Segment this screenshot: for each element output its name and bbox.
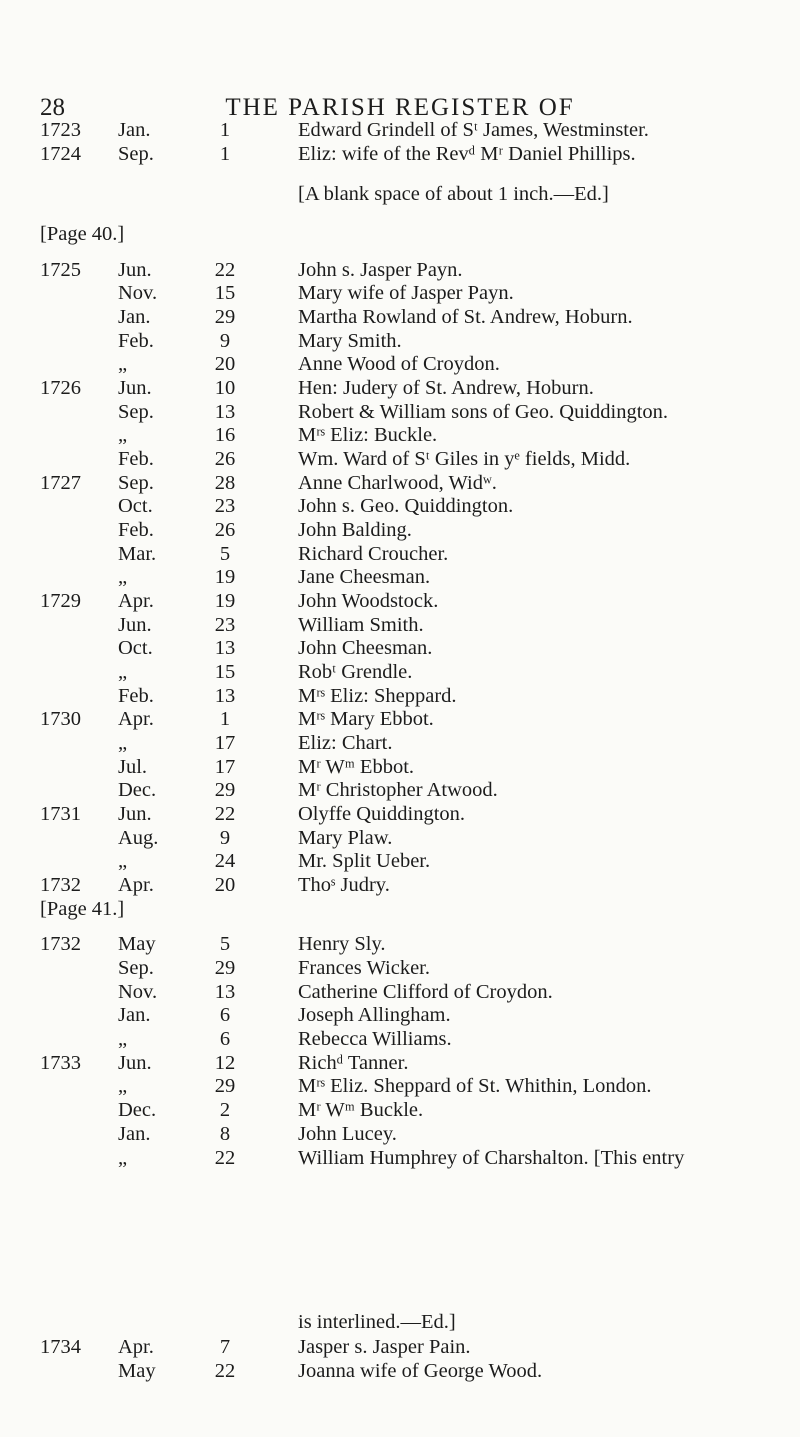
register-row	[0, 613, 800, 637]
register-row	[0, 802, 800, 826]
entry-name: John s. Jasper Payn.	[298, 259, 463, 281]
entry-day: 1	[219, 708, 231, 730]
register-row	[0, 980, 800, 1004]
entry-name: Eliz: Chart.	[298, 732, 393, 754]
entry-day: 9	[219, 827, 231, 849]
register-row	[0, 305, 800, 329]
entry-name: Hen: Judery of St. Andrew, Hoburn.	[298, 377, 594, 399]
entry-year: 1729	[40, 590, 81, 612]
entry-name: Catherine Clifford of Croydon.	[298, 981, 553, 1003]
entry-name: Mʳˢ Eliz: Sheppard.	[298, 685, 457, 707]
entry-day: 20	[214, 874, 236, 896]
register-row	[0, 142, 800, 166]
register-row	[0, 1335, 800, 1359]
register-row	[0, 376, 800, 400]
register-row	[0, 660, 800, 684]
entry-year: 1732	[40, 933, 81, 955]
entry-name: Thoˢ Judry.	[298, 874, 390, 896]
entry-name: Anne Charlwood, Widʷ.	[298, 472, 497, 494]
entry-month: Jun.	[118, 614, 152, 636]
entry-month: Feb.	[118, 330, 154, 352]
entry-month: Feb.	[118, 448, 154, 470]
register-row	[0, 1146, 800, 1170]
entry-name: Mary Smith.	[298, 330, 402, 352]
entry-month: Feb.	[118, 519, 154, 541]
entry-day: 15	[214, 661, 236, 683]
entry-day: 13	[214, 685, 236, 707]
entry-day: 23	[214, 614, 236, 636]
entry-name: Robert & William sons of Geo. Quiddington.	[298, 401, 669, 423]
register-row	[0, 423, 800, 447]
entry-name: William Smith.	[298, 614, 424, 636]
entry-name: Mʳ Wᵐ Buckle.	[298, 1099, 424, 1121]
entry-day: 1	[219, 119, 231, 141]
entry-day: 26	[214, 448, 236, 470]
editorial-note: [A blank space of about 1 inch.—Ed.]	[298, 183, 609, 205]
register-row	[0, 826, 800, 850]
entry-day: 6	[219, 1028, 231, 1050]
entry-day: 22	[214, 1360, 236, 1382]
entry-name: Wm. Ward of Sᵗ Giles in yᵉ fields, Midd.	[298, 448, 631, 470]
entry-month: „	[118, 424, 128, 446]
entry-name: Eliz: wife of the Revᵈ Mʳ Daniel Phillips.	[298, 143, 636, 165]
entry-month: Jun.	[118, 1052, 152, 1074]
entry-day: 8	[219, 1123, 231, 1145]
entry-day: 19	[214, 566, 236, 588]
register-row	[0, 755, 800, 779]
entry-year: 1727	[40, 472, 81, 494]
entry-name: Mʳˢ Mary Ebbot.	[298, 708, 434, 730]
entry-name: Edward Grindell of Sᵗ James, Westminster.	[298, 119, 649, 141]
register-row	[0, 778, 800, 802]
entry-month: Oct.	[118, 495, 153, 517]
entry-month: Jan.	[118, 306, 151, 328]
register-row	[0, 1122, 800, 1146]
register-row	[0, 400, 800, 424]
register-row	[0, 352, 800, 376]
entry-month: „	[118, 732, 128, 754]
entry-name: John s. Geo. Quiddington.	[298, 495, 514, 517]
register-row	[0, 518, 800, 542]
entry-month: Jan.	[118, 1004, 151, 1026]
entry-name: Frances Wicker.	[298, 957, 430, 979]
entry-month: Jun.	[118, 377, 152, 399]
entry-year: 1723	[40, 119, 81, 141]
register-row	[0, 1027, 800, 1051]
entry-month: Nov.	[118, 282, 158, 304]
entry-year: 1726	[40, 377, 81, 399]
entry-name: Rebecca Williams.	[298, 1028, 452, 1050]
register-row	[0, 684, 800, 708]
entry-day: 22	[214, 1147, 236, 1169]
entry-month: Feb.	[118, 685, 154, 707]
entry-name: Mʳ Wᵐ Ebbot.	[298, 756, 415, 778]
register-row	[0, 281, 800, 305]
entry-day: 28	[214, 472, 236, 494]
entry-month: Apr.	[118, 708, 154, 730]
entry-month: Aug.	[118, 827, 159, 849]
register-row	[0, 849, 800, 873]
entry-year: 1725	[40, 259, 81, 281]
entry-month: „	[118, 1075, 128, 1097]
entry-month: Jun.	[118, 259, 152, 281]
entry-name: Joseph Allingham.	[298, 1004, 451, 1026]
register-row	[0, 565, 800, 589]
entry-day: 29	[214, 957, 236, 979]
entry-month: Sep.	[118, 957, 154, 979]
entry-day: 29	[214, 306, 236, 328]
entry-name: Jasper s. Jasper Pain.	[298, 1336, 471, 1358]
entry-name: Martha Rowland of St. Andrew, Hoburn.	[298, 306, 633, 328]
entry-name: Mary Plaw.	[298, 827, 393, 849]
entry-day: 5	[219, 933, 231, 955]
entry-day: 7	[219, 1336, 231, 1358]
register-row	[0, 1074, 800, 1098]
entry-month: Sep.	[118, 401, 154, 423]
entry-day: 29	[214, 1075, 236, 1097]
register-row	[0, 956, 800, 980]
entry-day: 19	[214, 590, 236, 612]
entry-day: 22	[214, 259, 236, 281]
entry-name: Anne Wood of Croydon.	[298, 353, 500, 375]
entry-month: Mar.	[118, 543, 157, 565]
register-row	[0, 542, 800, 566]
entry-day: 6	[219, 1004, 231, 1026]
page-label-41: [Page 41.]	[40, 898, 125, 920]
running-title: THE PARISH REGISTER OF	[225, 94, 575, 121]
register-row	[0, 636, 800, 660]
entry-year: 1731	[40, 803, 81, 825]
entry-month: „	[118, 566, 128, 588]
entry-month: „	[118, 353, 128, 375]
entry-day: 17	[214, 732, 236, 754]
register-row	[0, 1003, 800, 1027]
entry-name: Olyffe Quiddington.	[298, 803, 466, 825]
entry-day: 13	[214, 401, 236, 423]
entry-month: Apr.	[118, 590, 154, 612]
register-row	[0, 1359, 800, 1383]
entry-day: 1	[219, 143, 231, 165]
entry-month: „	[118, 850, 128, 872]
entry-day: 2	[219, 1099, 231, 1121]
register-row	[0, 471, 800, 495]
entry-day: 23	[214, 495, 236, 517]
entry-name: Henry Sly.	[298, 933, 386, 955]
entry-month: Dec.	[118, 1099, 157, 1121]
entry-day: 29	[214, 779, 236, 801]
register-row	[0, 707, 800, 731]
entry-month: Oct.	[118, 637, 153, 659]
entry-name: Mʳ Christopher Atwood.	[298, 779, 498, 801]
entry-month: Jan.	[118, 1123, 151, 1145]
entry-month: „	[118, 1147, 128, 1169]
entry-name: John Woodstock.	[298, 590, 439, 612]
entry-name: Joanna wife of George Wood.	[298, 1360, 543, 1382]
entry-day: 26	[214, 519, 236, 541]
entry-name: Richᵈ Tanner.	[298, 1052, 409, 1074]
entry-day: 22	[214, 803, 236, 825]
register-row	[0, 1098, 800, 1122]
entry-day: 10	[214, 377, 236, 399]
register-row	[0, 873, 800, 897]
entry-month: May	[118, 933, 156, 955]
entry-continuation: is interlined.—Ed.]	[298, 1311, 456, 1333]
entry-day: 16	[214, 424, 236, 446]
register-row	[0, 258, 800, 282]
entry-name: Mʳˢ Eliz: Buckle.	[298, 424, 438, 446]
entry-name: Jane Cheesman.	[298, 566, 431, 588]
entry-day: 13	[214, 637, 236, 659]
entry-day: 5	[219, 543, 231, 565]
entry-name: Mary wife of Jasper Payn.	[298, 282, 514, 304]
entry-year: 1724	[40, 143, 81, 165]
entry-month: „	[118, 1028, 128, 1050]
register-row	[0, 447, 800, 471]
entry-day: 20	[214, 353, 236, 375]
register-row	[0, 118, 800, 142]
entry-day: 17	[214, 756, 236, 778]
entry-month: Jun.	[118, 803, 152, 825]
entry-name: John Lucey.	[298, 1123, 397, 1145]
entry-name: Robᵗ Grendle.	[298, 661, 413, 683]
entry-day: 15	[214, 282, 236, 304]
entry-day: 24	[214, 850, 236, 872]
register-row	[0, 731, 800, 755]
entry-name: John Cheesman.	[298, 637, 433, 659]
page-label-40: [Page 40.]	[40, 223, 125, 245]
entry-month: Sep.	[118, 472, 154, 494]
entry-month: May	[118, 1360, 156, 1382]
entry-name: Mr. Split Ueber.	[298, 850, 431, 872]
entry-month: Nov.	[118, 981, 158, 1003]
entry-year: 1734	[40, 1336, 81, 1358]
entry-month: Apr.	[118, 1336, 154, 1358]
entry-day: 12	[214, 1052, 236, 1074]
entry-name: Mʳˢ Eliz. Sheppard of St. Whithin, London.	[298, 1075, 652, 1097]
entry-month: Apr.	[118, 874, 154, 896]
page-number: 28	[40, 94, 65, 121]
entry-day: 9	[219, 330, 231, 352]
register-row	[0, 932, 800, 956]
entry-name: William Humphrey of Charshalton. [This entry	[298, 1147, 685, 1169]
entry-name: John Balding.	[298, 519, 412, 541]
entry-year: 1730	[40, 708, 81, 730]
register-row	[0, 494, 800, 518]
register-row	[0, 589, 800, 613]
entry-day: 13	[214, 981, 236, 1003]
entry-month: Sep.	[118, 143, 154, 165]
register-row	[0, 1051, 800, 1075]
entry-year: 1732	[40, 874, 81, 896]
entry-month: Jul.	[118, 756, 148, 778]
entry-name: Richard Croucher.	[298, 543, 449, 565]
register-row	[0, 329, 800, 353]
entry-month: Jan.	[118, 119, 151, 141]
entry-month: Dec.	[118, 779, 157, 801]
entry-year: 1733	[40, 1052, 81, 1074]
entry-month: „	[118, 661, 128, 683]
